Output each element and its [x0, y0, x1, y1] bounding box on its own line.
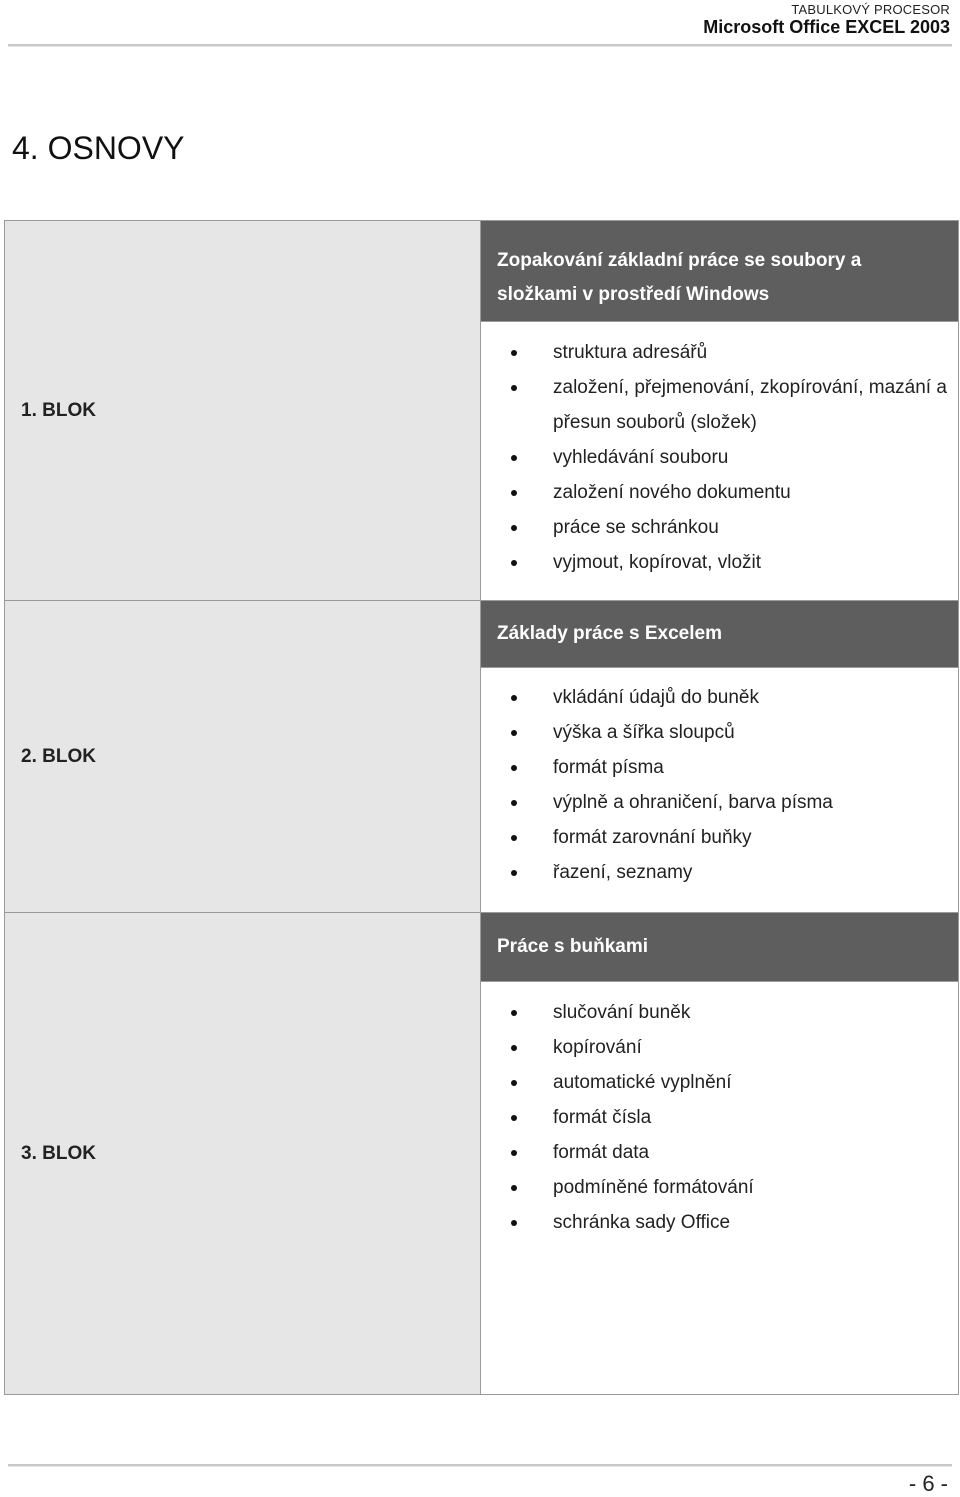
list-item-text: podmíněné formátování [553, 1177, 754, 1198]
list-item [481, 1205, 958, 1240]
block-3-topic-row [5, 913, 959, 982]
bullet-icon [511, 350, 517, 356]
bullet-icon [511, 835, 517, 841]
block-items [481, 322, 959, 601]
list-item-text: kopírování [553, 1037, 642, 1058]
list-item-text: formát data [553, 1142, 650, 1163]
list-item-text: schránka sady Office [553, 1212, 731, 1233]
document-header-subtitle: TABULKOVÝ PROCESOR [791, 2, 950, 17]
list-item-text: slučování buněk [553, 1002, 691, 1023]
list-item [481, 1135, 958, 1170]
list-item [481, 1100, 958, 1135]
block-topic: Práce s buňkami [481, 913, 959, 982]
bullet-list [481, 668, 958, 890]
list-item [481, 510, 958, 545]
list-item-text: řazení, seznamy [553, 862, 693, 883]
bullet-icon [511, 525, 517, 531]
bullet-icon [511, 1115, 517, 1121]
block-1-topic-row [5, 221, 959, 322]
bullet-icon [511, 1185, 517, 1191]
list-item-text: automatické vyplnění [553, 1072, 732, 1093]
list-item [481, 680, 958, 715]
block-items [481, 668, 959, 913]
list-item-text: vkládání údajů do buněk [553, 687, 759, 708]
bullet-icon [511, 1045, 517, 1051]
list-item-text: formát zarovnání buňky [553, 827, 752, 848]
bullet-icon [511, 1150, 517, 1156]
list-item [481, 475, 958, 510]
bullet-list [481, 982, 958, 1240]
bullet-icon [511, 695, 517, 701]
document-header-title: Microsoft Office EXCEL 2003 [703, 17, 950, 37]
block-label: 2. BLOK [5, 601, 481, 913]
bullet-icon [511, 765, 517, 771]
block-label: 1. BLOK [5, 221, 481, 601]
list-item [481, 545, 958, 580]
page-title: 4. OSNOVY [12, 130, 185, 166]
footer-divider [8, 1464, 952, 1467]
list-item [481, 715, 958, 750]
block-topic-text: Zopakování základní práce se soubory a složkami v prostředí Windows [497, 250, 862, 305]
block-items [481, 982, 959, 1395]
bullet-icon [511, 870, 517, 876]
list-item-text: výška a šířka sloupců [553, 722, 735, 743]
bullet-icon [511, 455, 517, 461]
list-item [481, 995, 958, 1030]
list-item [481, 335, 958, 370]
list-item-text: založení, přejmenování, zkopírování, mazání a přesun souborů (složek) [553, 377, 947, 433]
block-2-topic-row [5, 601, 959, 668]
bullet-icon [511, 385, 517, 391]
bullet-icon [511, 1010, 517, 1016]
bullet-icon [511, 1080, 517, 1086]
list-item [481, 440, 958, 475]
block-topic [481, 221, 959, 322]
list-item-text: výplně a ohraničení, barva písma [553, 792, 833, 813]
bullet-icon [511, 1220, 517, 1226]
bullet-icon [511, 730, 517, 736]
list-item [481, 855, 958, 890]
list-item-text: formát písma [553, 757, 664, 778]
bullet-icon [511, 560, 517, 566]
list-item [481, 820, 958, 855]
bullet-icon [511, 800, 517, 806]
header-divider [8, 44, 952, 47]
list-item [481, 1030, 958, 1065]
list-item-text: formát čísla [553, 1107, 652, 1128]
list-item [481, 1170, 958, 1205]
list-item [481, 750, 958, 785]
list-item-text: založení nového dokumentu [553, 482, 791, 503]
outline-table [4, 220, 959, 1395]
block-label: 3. BLOK [5, 913, 481, 1395]
block-topic: Základy práce s Excelem [481, 601, 959, 668]
list-item [481, 370, 958, 440]
page-number: - 6 - [908, 1471, 948, 1496]
list-item-text: práce se schránkou [553, 517, 719, 538]
list-item-text: vyjmout, kopírovat, vložit [553, 552, 762, 573]
list-item-text: struktura adresářů [553, 342, 708, 363]
bullet-list [481, 322, 958, 580]
bullet-icon [511, 490, 517, 496]
list-item [481, 1065, 958, 1100]
list-item-text: vyhledávání souboru [553, 447, 729, 468]
list-item [481, 785, 958, 820]
